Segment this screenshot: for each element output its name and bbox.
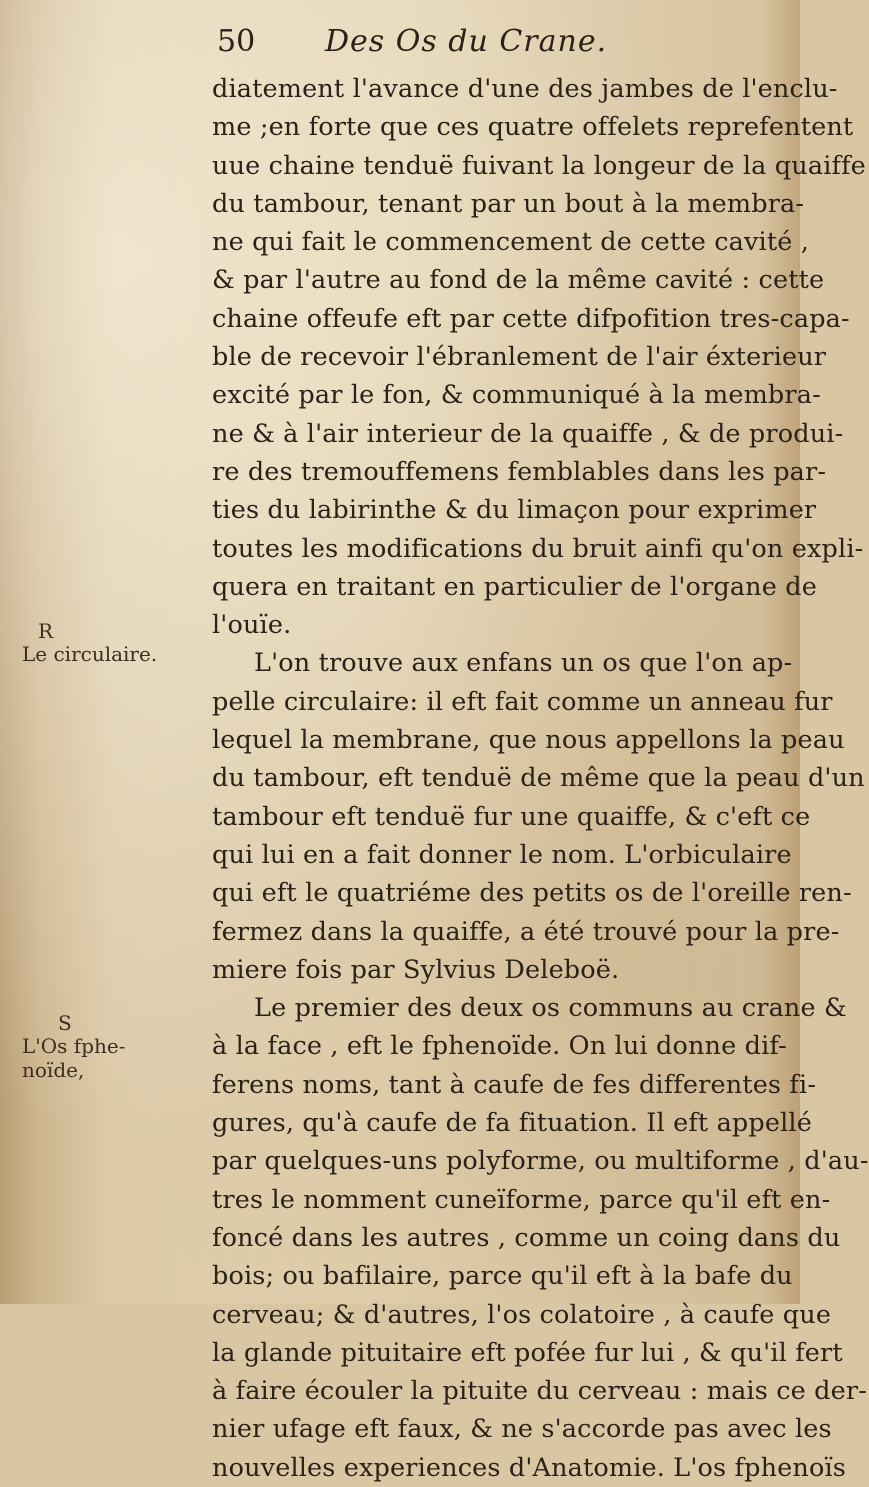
- paragraph-start: Le premier des deux os communs au crane &: [254, 993, 847, 1024]
- margin-note-circulaire: Le circulaire.: [22, 642, 158, 666]
- text-line: re des tremouffemens femblables dans les par-: [212, 456, 827, 487]
- text-line: du tambour, eft tenduë de même que la peau d'un: [212, 763, 865, 794]
- text-line: miere fois par Sylvius Deleboë.: [212, 954, 620, 985]
- margin-signature-r: R: [38, 619, 54, 643]
- text-line: gures, qu'à caufe de fa fituation. Il eft appellé: [212, 1108, 812, 1139]
- text-line: me ;en forte que ces quatre offelets reprefentent: [212, 112, 854, 143]
- text-line: bois; ou bafilaire, parce qu'il eft à la bafe du: [212, 1261, 793, 1292]
- text-line: foncé dans les autres , comme un coing dans du: [212, 1222, 841, 1253]
- text-line: du tambour, tenant par un bout à la membra-: [212, 188, 805, 219]
- margin-note-sphenoide: L'Os fphe- noïde,: [22, 1034, 126, 1082]
- text-line: la glande pituitaire eft pofée fur lui , & qu'il fert: [212, 1337, 843, 1368]
- text-line: qui lui en a fait donner le nom. L'orbiculaire: [212, 839, 792, 870]
- text-line: tres le nomment cuneïforme, parce qu'il eft en-: [212, 1184, 831, 1215]
- text-line: à faire écouler la pituite du cerveau : mais ce der-: [212, 1376, 867, 1407]
- text-line: quera en traitant en particulier de l'organe de: [212, 571, 817, 602]
- page-number: 50: [217, 24, 256, 59]
- body-text: [212, 70, 869, 1487]
- text-line: diatement l'avance d'une des jambes de l'enclu-: [212, 74, 838, 104]
- text-line: toutes les modifications du bruit ainfi qu'on expli-: [212, 533, 864, 564]
- text-line: ble de recevoir l'ébranlement de l'air éxterieur: [212, 342, 827, 373]
- text-line: nier ufage eft faux, & ne s'accorde pas avec les: [212, 1414, 832, 1445]
- page-header: [205, 22, 765, 62]
- text-line: nouvelles experiences d'Anatomie. L'os fphenoïs: [212, 1452, 847, 1483]
- text-line: uue chaine tenduë fuivant la longeur de la quaiffe: [212, 150, 866, 181]
- text-line: cerveau; & d'autres, l'os colatoire , à caufe que: [212, 1299, 832, 1330]
- text-line: chaine offeufe eft par cette difpofition tres-capa-: [212, 303, 850, 334]
- text-line: ties du labirinthe & du limaçon pour exprimer: [212, 495, 817, 526]
- running-title: Des Os du Crane.: [325, 24, 608, 59]
- text-line: l'ouïe.: [212, 610, 292, 641]
- text-line: lequel la membrane, que nous appellons la peau: [212, 725, 845, 756]
- text-line: fermez dans la quaiffe, a été trouvé pour la pre-: [212, 916, 840, 947]
- text-line: & par l'autre au fond de la même cavité : cette: [212, 265, 825, 296]
- text-line: ferens noms, tant à caufe de fes differentes fi-: [212, 1069, 817, 1100]
- text-line: ne qui fait le commencement de cette cavité ,: [212, 227, 809, 258]
- paragraph-start: L'on trouve aux enfans un os que l'on ap-: [254, 648, 793, 679]
- text-line: excité par le fon, & communiqué à la membra-: [212, 380, 821, 411]
- text-line: à la face , eft le fphenoïde. On lui donne dif-: [212, 1031, 787, 1062]
- text-line: qui eft le quatriéme des petits os de l'oreille ren-: [212, 878, 852, 909]
- text-line: par quelques-uns polyforme, ou multiforme , d'au-: [212, 1146, 869, 1177]
- text-line: pelle circulaire: il eft fait comme un anneau fur: [212, 686, 833, 717]
- text-line: tambour eft tenduë fur une quaiffe, & c'eft ce: [212, 801, 811, 832]
- text-line: ne & à l'air interieur de la quaiffe , & de produi-: [212, 418, 844, 449]
- margin-signature-s: S: [58, 1011, 72, 1035]
